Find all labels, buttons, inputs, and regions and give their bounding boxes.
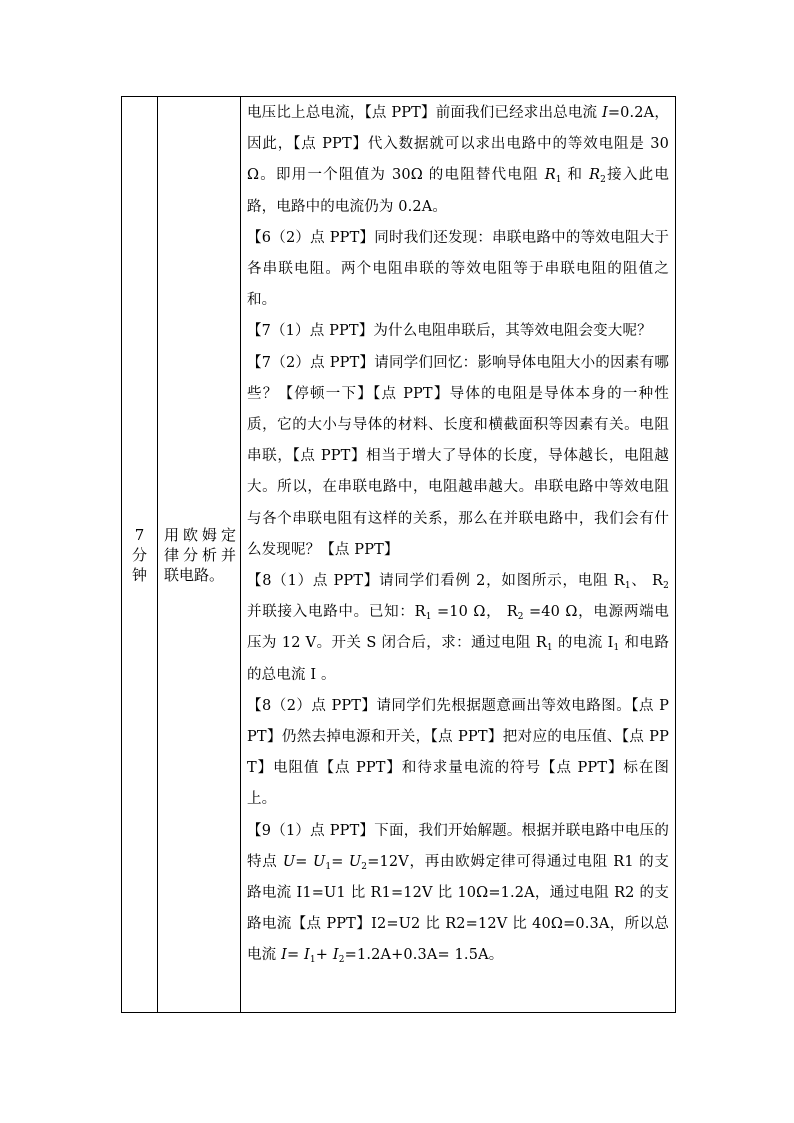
time-number: 7 — [134, 525, 145, 544]
time-unit-1: 分 — [131, 545, 147, 564]
symbol: U — [348, 853, 362, 870]
symbol: R — [544, 167, 556, 184]
symbol: U — [282, 853, 296, 870]
goal-text: 用欧姆定律分析并联电路。 — [164, 525, 236, 584]
symbol: I — [332, 947, 339, 964]
content-paragraph: 【7（1）点 PPT】为什么电阻串联后，其等效电阻会变大呢？ — [247, 323, 652, 340]
content-cell — [241, 97, 676, 1013]
subscript: 2 — [361, 861, 368, 872]
content-paragraph: 【7（2）点 PPT】请同学们回忆：影响导体电阻大小的因素有哪些？【停顿一下】【点 PPT】导体的电阻是导体本身的一种性质，它的大小与导体的材料、长度和横截面积等因素有关。电阻串联，【点 PPT】相当于增大了导体的长度，导体越长，电阻越大。所以，在串联电路中，电阻越串越大。串联电路中等效电阻与各个串联电阻有这样的关系，那么在并联电路中，我们会有什么发现呢？【点 PPT】 — [247, 354, 669, 558]
content-paragraph: 【8（1）点 PPT】请同学们看例 2，如图所示，电阻 $R_1$、 $R_2$ 并联接入电路中。已知：$R_1 =10$ Ω， $R_2 =40$ Ω，电源两端电压为 12 V。开关 S 闭合后，求：通过电阻 $R_1$ 的电流 $I_1$ 和电路的总电流 I 。 — [247, 573, 670, 683]
subscript: 2 — [517, 612, 524, 623]
subscript: 1 — [624, 581, 631, 592]
content-paragraph: 【8（2）点 PPT】请同学们先根据题意画出等效电路图。【点 PPT】仍然去掉电源和开关，【点 PPT】把对应的电压值、【点 PPT】电阻值【点 PPT】和待求量电流的符号【点 PPT】标在图上。 — [247, 697, 669, 808]
subscript: 2 — [600, 175, 607, 186]
goal-cell — [158, 97, 241, 1013]
content-paragraph: 电压比上总电流，【点 PPT】前面我们已经求出总电流 I=0.2A，因此，【点 PPT】代入数据就可以求出电路中的等效电阻是 30Ω。即用一个阻值为 30Ω 的电阻替代电阻 $R_1$ 和 $R_2$接入此电路，电路中的电流仍为 0.2A。 — [247, 105, 669, 215]
content-paragraph: 【6（2）点 PPT】同时我们还发现：串联电路中的等效电阻大于各串联电阻。两个电阻串联的等效电阻等于串联电阻的阻值之和。 — [247, 229, 669, 309]
lesson-plan-table — [121, 96, 676, 1013]
subscript: 1 — [555, 175, 562, 186]
symbol: I — [281, 947, 287, 964]
subscript: 2 — [338, 955, 345, 966]
subscript: 1 — [325, 861, 332, 872]
subscript: 1 — [309, 955, 316, 966]
symbol: I — [601, 105, 608, 121]
subscript: 1 — [425, 612, 432, 623]
content-paragraph: 【9（1）点 PPT】下面，我们开始解题。根据并联电路中电压的特点 $U= U_1= U_2=12V$，再由欧姆定律可得通过电阻 R1 的支路电流 I1=U1 比 R1=12V 比 10Ω=1.2A，通过电阻 R2 的支路电流【点 PPT】I2=U2 比 R2=12V 比 40Ω=0.3A，所以总电流 $I= I_1+ I_2=1.2A+0.3A= 1.5A$。 — [247, 822, 670, 966]
time-unit-2: 钟 — [131, 565, 147, 584]
time-cell — [122, 97, 158, 1013]
symbol: R — [589, 167, 601, 184]
table-row — [122, 97, 676, 1013]
subscript: 2 — [663, 581, 669, 592]
symbol: U — [312, 853, 326, 870]
subscript: 1 — [613, 643, 620, 654]
subscript: 1 — [546, 643, 553, 654]
teaching-content — [247, 98, 669, 972]
symbol: I — [304, 947, 310, 964]
